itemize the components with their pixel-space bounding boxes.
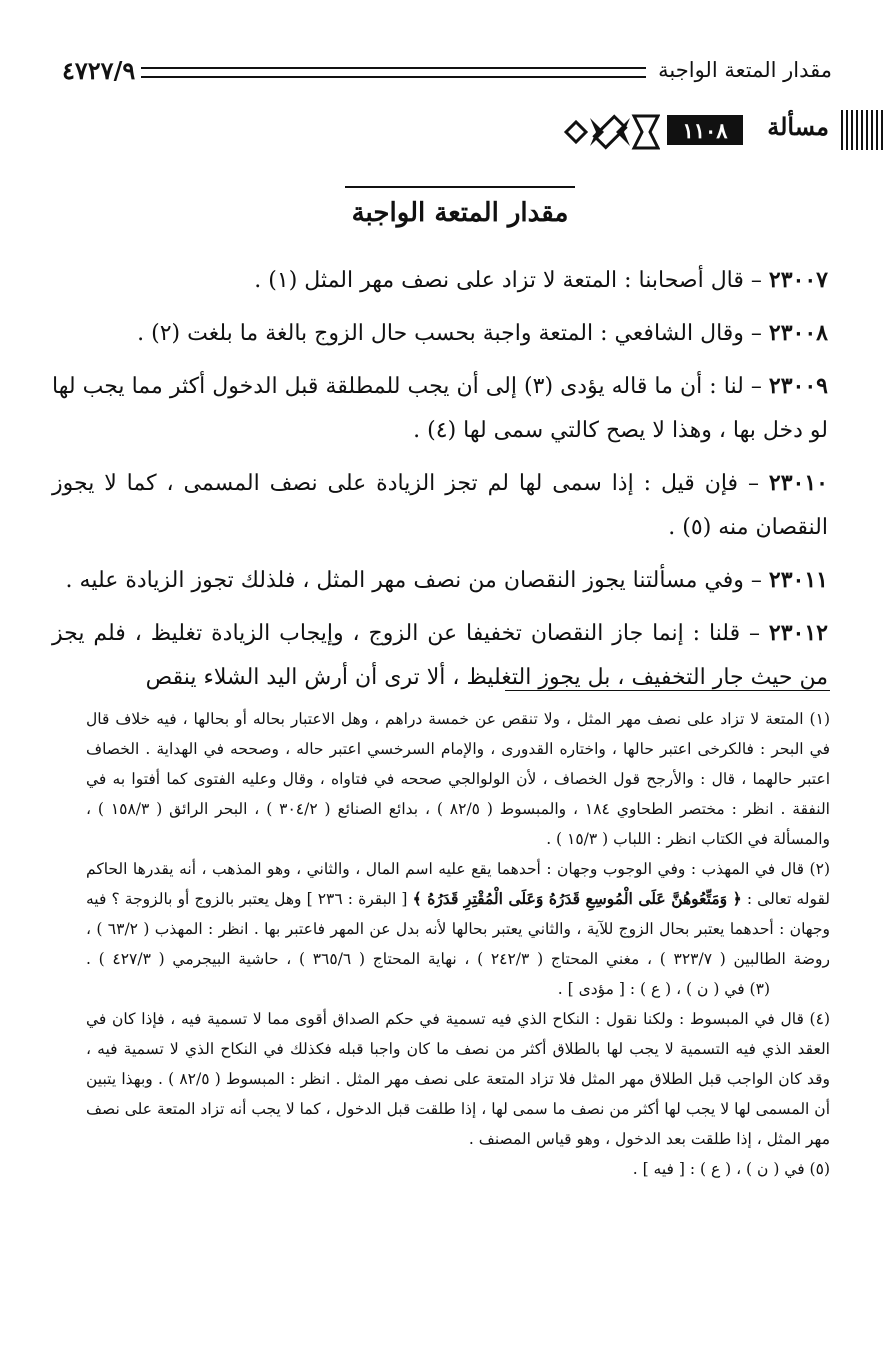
paragraph-text: – وفي مسألتنا يجوز النقصان من نصف مهر المثل ، فلذلك تجوز الزيادة عليه . [65, 568, 762, 593]
footnotes [86, 704, 830, 1184]
ornament-icon [560, 108, 660, 156]
footnote-2 [86, 854, 830, 1004]
running-header-rule [141, 67, 646, 78]
paragraph-number: ٢٣٠٠٧ [768, 267, 828, 293]
footnote-5: (٥) في ( ن ) ، ( ع ) : [ فيه ] . [632, 1160, 830, 1178]
paragraph-text: – قلنا : إنما جاز النقصان تخفيفا عن الزوج ، وإيجاب الزيادة تغليظ ، فلم يجز من حيث جار التخفيف ، بل يجوز التغليظ ، ألا ترى أن أرش اليد الشلاء ينقص [52, 621, 828, 690]
footnote-2-part-b: [ البقرة : ٢٣٦ ] وهل يعتبر بالزوج أو بالزوجة ؟ فيه وجهان : أحدهما يعتبر بحال الزوج للآية ، والثاني يعتبر بحالها لأنه بدل عن المهر فاعتبر بها . انظر : المهذب ( ٦٣/٢ ) ، روضة الطالبين ( ٣٢٣/٧ ) ، مغني المحتاج ( ٢٤٢/٣ ) ، نهاية المحتاج ( ٣٦٥/٦ ) ، حاشية البيجرمي ( ٤٢٧/٣ ) . [86, 890, 830, 968]
body-text [52, 258, 828, 708]
paragraph-number: ٢٣٠١١ [768, 567, 828, 593]
paragraph [52, 558, 828, 603]
paragraph-text: – قال أصحابنا : المتعة لا تزاد على نصف مهر المثل (١) . [254, 268, 762, 293]
paragraph [52, 258, 828, 303]
masala-number: ١١٠٨ [667, 115, 743, 145]
masala-label: مسألة [767, 112, 829, 141]
footnote-1: (١) المتعة لا تزاد على نصف مهر المثل ، ولا تنقص عن خمسة دراهم ، وهل الاعتبار بحاله أو بحالها ، فيه خلاف قال في البحر : فالكرخى اعتبر حالها ، واختاره القدورى ، والإمام السرخسي اعتبر حاله ، وصححه في الهداية . الخصاف اعتبر حالهما ، قال : والأرجح قول الخصاف ، لأن الولوالجي صححه في فتاواه ، وقال وعليه الفتوى كما أفتوا به في النفقة . انظر : مختصر الطحاوي ١٨٤ ، والمبسوط ( ٨٢/٥ ) ، بدائع الصنائع ( ٣٠٤/٢ ) ، البحر الرائق ( ١٥٨/٣ ) ، والمسألة في الكتاب انظر : اللباب ( ١٥/٣ ) . [86, 710, 830, 848]
paragraph [52, 461, 828, 550]
running-header-title: مقدار المتعة الواجبة [658, 58, 832, 82]
footnote-4: (٤) قال في المبسوط : ولكنا نقول : النكاح الذي فيه تسمية في حكم الصداق أقوى مما لا تسمية فيه ، فإذا كان في العقد الذي فيه التسمية لا يجب لها بالطلاق أكثر من نصف ما كان واجبا قبله فكذلك في النكاح الذي لا تسمية فيه ، وقد كان الواجب قبل الطلاق مهر المثل فلا تزاد المتعة على نصف مهر المثل . انظر : المبسوط ( ٨٢/٥ ) . وبهذا يتبين أن المسمى لها لا يجب لها أكثر من نصف ما سمى لها ، إذا طلقت قبل الدخول ، كما لا يجب أنه تزاد المتعة على نصف مهر المثل ، إذا طلقت بعد الدخول ، وهو قياس المصنف . [86, 1010, 830, 1148]
paragraph [52, 311, 828, 356]
paragraph-text: – فإن قيل : إذا سمى لها لم تجز الزيادة على نصف المسمى ، كما لا يجوز النقصان منه (٥) . [52, 471, 828, 540]
paragraph [52, 611, 828, 700]
paragraph-number: ٢٣٠١٢ [768, 620, 828, 646]
quran-verse: ﴿ وَمَتِّعُوهُنَّ عَلَى الْمُوسِعِ قَدَرُهُ وَعَلَى الْمُقْتِرِ قَدَرُهُ ﴾ [412, 889, 742, 908]
masala-banner [560, 108, 885, 156]
running-header-ref: ٤٧٢٧/٩ [62, 55, 136, 85]
paragraph [52, 364, 828, 453]
banner-stripes [841, 110, 885, 150]
footnote-rule [505, 690, 830, 691]
paragraph-text: – لنا : أن ما قاله يؤدى (٣) إلى أن يجب للمطلقة قبل الدخول أكثر مما يجب لها لو دخل بها ، وهذا لا يصح كالتي سمى لها (٤) . [52, 374, 828, 443]
paragraph-number: ٢٣٠٠٩ [768, 373, 828, 399]
heading-rule [345, 186, 575, 188]
paragraph-text: – وقال الشافعي : المتعة واجبة بحسب حال الزوج بالغة ما بلغت (٢) . [137, 321, 762, 346]
section-heading: مقدار المتعة الواجبة [351, 198, 569, 228]
footnote-2-part-a: (٢) قال في المهذب : وفي الوجوب وجهان : أحدهما يقع عليه اسم المال ، والثاني ، وهو المذهب ، أنه يقدرها الحاكم لقوله تعالى : [86, 860, 831, 908]
footnote-3: (٣) في ( ن ) ، ( ع ) : [ مؤدى ] . [557, 980, 770, 998]
paragraph-number: ٢٣٠٠٨ [768, 320, 828, 346]
paragraph-number: ٢٣٠١٠ [768, 470, 828, 496]
running-header [62, 48, 832, 92]
